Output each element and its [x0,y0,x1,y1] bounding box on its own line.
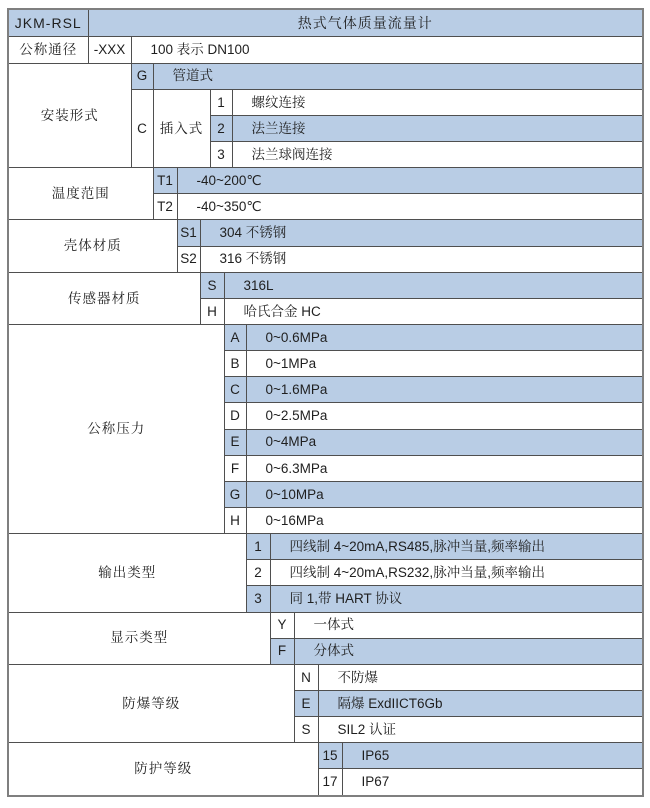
option-code: 2 [210,115,232,141]
option-desc: IP67 [342,769,643,796]
option-code: -XXX [88,37,131,63]
product-title-cell: 热式气体质量流量计 [88,9,643,37]
option-desc: 316 不锈钢 [200,246,643,272]
option-code: F [270,638,294,664]
option-code: S [294,717,318,743]
option-code: 3 [210,142,232,168]
option-desc: 隔爆 ExdIICT6Gb [318,690,643,716]
option-code: C [224,377,246,403]
option-desc: IP65 [342,743,643,769]
option-desc: 同 1,带 HART 协议 [270,586,643,612]
table-row [8,612,643,638]
option-code: E [294,690,318,716]
section-label-output: 输出类型 [8,534,246,612]
option-desc: SIL2 认证 [318,717,643,743]
option-desc: 0~0.6MPa [246,324,643,350]
option-desc: 0~1.6MPa [246,377,643,403]
option-code: G [131,63,153,89]
option-code: G [224,481,246,507]
option-desc: 四线制 4~20mA,RS232,脉冲当量,频率输出 [270,560,643,586]
option-desc: 法兰球阀连接 [232,142,643,168]
section-label-install: 安装形式 [8,63,131,168]
table-row [8,324,643,350]
table-row [8,272,643,298]
table-row [8,37,643,63]
option-code: Y [270,612,294,638]
option-code: S1 [177,220,200,246]
option-code: N [294,664,318,690]
option-desc: 0~2.5MPa [246,403,643,429]
option-code: T1 [153,168,177,194]
option-desc: 哈氏合金 HC [224,298,643,324]
option-desc: 0~16MPa [246,507,643,533]
option-code: H [224,507,246,533]
section-label-housing: 壳体材质 [8,220,177,272]
table-row [8,220,643,246]
table-row [8,743,643,769]
section-label-display: 显示类型 [8,612,270,664]
option-desc: 304 不锈钢 [200,220,643,246]
section-label-pressure: 公称压力 [8,324,224,533]
option-desc: 100 表示 DN100 [131,37,643,63]
option-desc: 316L [224,272,643,298]
option-code: 1 [246,534,270,560]
option-code: H [200,298,224,324]
option-code: F [224,455,246,481]
option-code: 15 [318,743,342,769]
option-code: T2 [153,194,177,220]
table-row [8,534,643,560]
option-desc: 不防爆 [318,664,643,690]
option-desc: 0~10MPa [246,481,643,507]
section-label-explosion: 防爆等级 [8,664,294,742]
option-code: B [224,351,246,377]
option-code: 17 [318,769,342,796]
option-code: 2 [246,560,270,586]
table-row [8,168,643,194]
insert-type-label: 插入式 [153,89,210,167]
model-selection-table [7,8,644,797]
option-code: S2 [177,246,200,272]
option-code: 1 [210,89,232,115]
option-code: C [131,89,153,167]
model-code-cell: JKM-RSL [8,9,88,37]
option-desc: -40~200℃ [177,168,643,194]
option-desc: 分体式 [294,638,643,664]
option-desc: 一体式 [294,612,643,638]
option-desc: 管道式 [153,63,643,89]
table-row [8,664,643,690]
option-desc: 螺纹连接 [232,89,643,115]
option-desc: 四线制 4~20mA,RS485,脉冲当量,频率输出 [270,534,643,560]
option-code: E [224,429,246,455]
option-desc: 0~1MPa [246,351,643,377]
section-label-protection: 防护等级 [8,743,318,796]
section-label-diameter: 公称通径 [8,37,88,63]
option-code: A [224,324,246,350]
option-desc: -40~350℃ [177,194,643,220]
option-desc: 0~4MPa [246,429,643,455]
option-desc: 法兰连接 [232,115,643,141]
option-code: S [200,272,224,298]
section-label-temperature: 温度范围 [8,168,153,220]
option-desc: 0~6.3MPa [246,455,643,481]
option-code: D [224,403,246,429]
option-code: 3 [246,586,270,612]
table-row [8,9,643,37]
section-label-sensor: 传感器材质 [8,272,200,324]
table-row [8,63,643,89]
